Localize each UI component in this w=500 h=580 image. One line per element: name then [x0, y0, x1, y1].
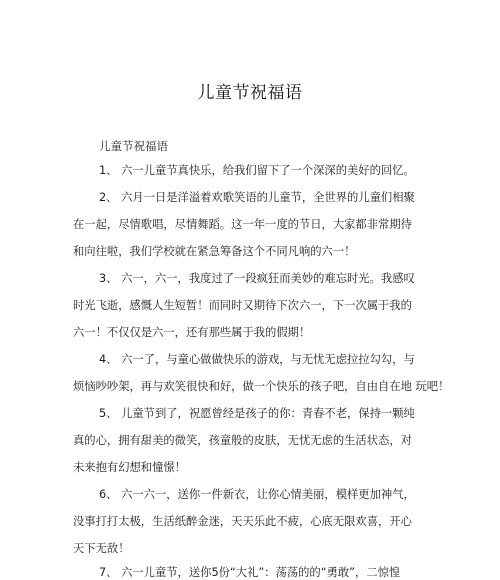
text-line: 4、 六一了，与童心做做快乐的游戏，与无忧无虑拉拉勾勾，与 — [99, 353, 415, 366]
text-line: 2、 六月一日是洋溢着欢歌笑语的儿童节，全世界的儿童们相聚 — [99, 191, 415, 204]
page-title: 儿童节祝福语 — [197, 83, 303, 103]
text-line: 六一！不仅仅是六一，还有那些属于我的假期！ — [73, 326, 311, 339]
text-line: 7、 六一儿童节，送你5份“大礼”：荡荡的的“勇敢”，二惊惶 — [99, 566, 401, 579]
text-line: 在一起，尽情歌唱，尽情舞蹈。这一年一度的节日，大家都非常期待 — [73, 218, 412, 231]
text-line: 天下无敌！ — [73, 542, 130, 555]
text-line: 未来抱有幻想和憧憬！ — [73, 461, 186, 474]
text-line: 3、 六一，六一，我度过了一段疯狂而美妙的难忘时光。我感叹 — [99, 272, 415, 285]
section-heading: 儿童节祝福语 — [99, 139, 168, 153]
text-line: 真的心，拥有甜美的微笑，孩童般的皮肤，无忧无虑的生活状态，对 — [73, 434, 412, 447]
text-line: 时光飞逝，感慨人生短暂！而同时又期待下次六一，下一次属于我的 — [73, 299, 412, 312]
text-line: 5、 儿童节到了，祝愿曾经是孩子的你：青春不老，保持一颗纯 — [99, 407, 415, 420]
text-line: 和向往啦，我们学校就在紧急筹备这个不同凡响的六一！ — [73, 245, 356, 258]
text-line: 1、 六一儿童节真快乐，给我们留下了一个深深的美好的回忆。 — [99, 164, 415, 177]
text-line: 6、 六一六一，送你一件新衣，让你心情美丽，模样更加神气， — [99, 488, 415, 501]
text-line: 烦恼吵吵架，再与欢笑很快和好，做一个快乐的孩子吧，自由自在地 玩吧！ — [73, 380, 450, 393]
text-line: 没事打打太极，生活纸醉金迷，天天乐此不疲，心底无限欢喜，开心 — [73, 515, 412, 528]
